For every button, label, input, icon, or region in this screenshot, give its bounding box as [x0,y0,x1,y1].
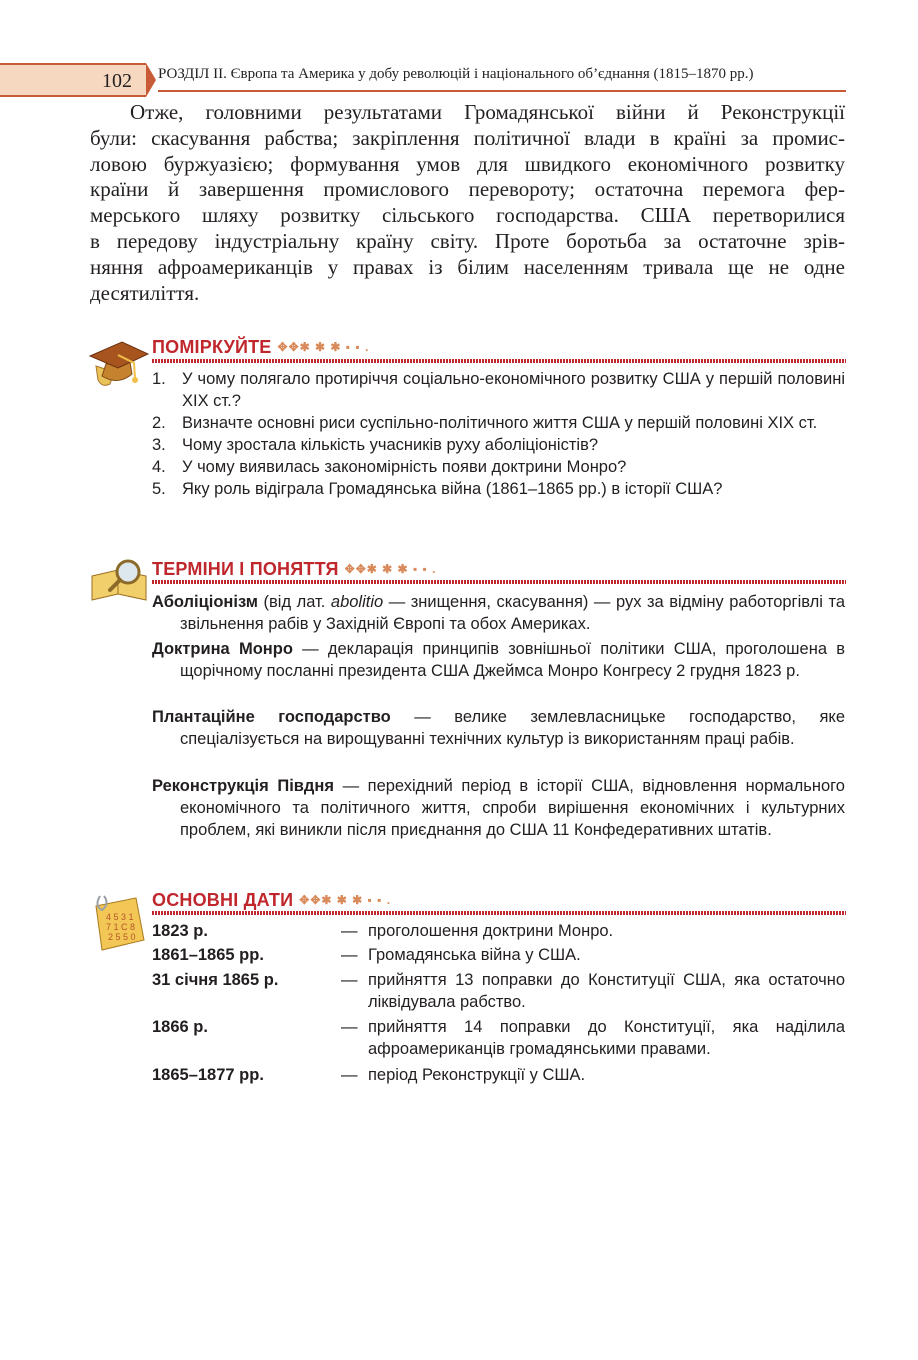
terms-title: ТЕРМІНИ І ПОНЯТТЯ [152,559,339,579]
intro-paragraph [90,100,845,306]
term-definition: — декларація принципів зовнішньої політики США, проголошена в щорічному посланні президента США Джеймса Монро Конгресу 2 грудня 1823 р. [180,640,845,680]
date-row [152,1016,845,1060]
question-text: Визначте основні риси суспільно-політичного життя США у першій половині XIX ст. [182,414,818,432]
question-number: 3. [152,436,166,454]
term-definition: — знищення, скасування) — рух за відміну работоргівлі та звільнення рабів у Західній Європі та обох Америках. [180,593,845,633]
question-number: 2. [152,414,166,432]
question-number: 5. [152,480,166,498]
list-item [152,478,845,500]
header-rule [158,90,846,92]
date-dash: — [341,1066,358,1084]
date-key: 1865–1877 рр. [152,1066,264,1084]
svg-text:2 5 5 0: 2 5 5 0 [108,932,136,942]
svg-text:4 5 3 1: 4 5 3 1 [106,912,134,922]
question-number: 4. [152,458,166,476]
ornament-icon: ✥✥✱ ✱ ✱ ▪ ▪ . [344,562,437,576]
intro-line: Отже, головними результатами Громадянської війни й Реконструкції [130,100,845,124]
running-header: РОЗДІЛ ІІ. Європа та Америка у добу революцій і національного об’єднання (1815–1870 рр.) [158,66,754,82]
intro-line: були: скасування рабства; закріплення політичної влади в країні за промис- [90,125,845,150]
dates-rule [152,911,846,915]
ornament-icon: ✥✥✱ ✱ ✱ ▪ ▪ . [299,893,392,907]
page-number: 102 [102,70,132,92]
date-row [152,920,845,942]
date-dash: — [341,1018,358,1036]
list-item [152,412,845,434]
question-text: У чому полягало протиріччя соціально-економічного розвитку США у першій половині XIX ст.? [182,370,845,410]
think-rule [152,359,846,363]
list-item [152,456,845,478]
date-key: 1861–1865 рр. [152,946,264,964]
date-dash: — [341,922,358,940]
date-row [152,1064,845,1086]
terms-heading [152,559,436,580]
term-entry [152,706,845,750]
magnifier-book-icon [88,556,150,606]
dates-title: ОСНОВНІ ДАТИ [152,890,294,910]
date-key: 31 січня 1865 р. [152,971,279,989]
term-definition: — велике землевласницьке господарство, яке спеціалізується на вирощуванні технічних культур із використанням праці рабів. [180,708,845,748]
svg-text:7 1 C 8: 7 1 C 8 [106,922,136,932]
intro-line: ловою буржуазією; формування умов для швидкого економічного розвитку [90,151,845,176]
date-dash: — [341,971,358,989]
term-name: Аболіціонізм [152,593,258,611]
graduation-cap-icon [88,336,150,392]
question-number: 1. [152,370,166,388]
think-heading [152,337,369,358]
date-description: прийняття 14 поправки до Конституції, яка наділила афроамериканців громадянськими правами. [368,1018,845,1058]
question-text: У чому виявилась закономірність появи доктрини Монро? [182,458,627,476]
question-text: Чому зростала кількість учасників руху аболіціоністів? [182,436,599,454]
term-definition: — перехідний період в історії США, відновлення нормального економічного та політичного життя, спроби вирішення економічних і культурних проблем, які виникли після приєднання до США 11 Конфедеративних штатів. [180,777,845,839]
numbers-note-icon [90,892,148,954]
questions-list [152,368,845,500]
term-entry [152,638,845,682]
term-entry [152,775,845,841]
date-row [152,944,845,966]
term-prefix: (від лат. [257,593,331,611]
date-row [152,969,845,1013]
think-title: ПОМІРКУЙТЕ [152,337,272,357]
date-description: період Реконструкції у США. [368,1066,586,1084]
intro-line: мерського шляху розвитку сільського господарства. США перетворилися [90,203,845,228]
question-text: Яку роль відіграла Громадянська війна (1861–1865 рр.) в історії США? [182,480,723,498]
date-key: 1866 р. [152,1018,208,1036]
term-entry [152,591,845,635]
terms-rule [152,580,846,584]
intro-line: в передову індустріальну країну світу. Проте боротьба за остаточне зрів- [90,228,845,253]
term-name: Плантаційне господарство [152,708,391,726]
term-name: Реконструкція Півдня [152,777,334,795]
intro-line: няння афроамериканців у правах із білим населенням тривала ще не одне [90,254,845,279]
list-item [152,368,845,412]
term-latin: abolitio [330,593,384,611]
intro-line: країни й завершення промислового перевороту; остаточна перемога фер- [90,177,845,202]
dates-heading [152,890,391,911]
list-item [152,434,845,456]
date-dash: — [341,946,358,964]
term-name: Доктрина Монро [152,640,293,658]
date-description: прийняття 13 поправки до Конституції США, яка остаточно ліквідувала рабство. [368,971,845,1011]
date-description: проголошення доктрини Монро. [368,922,614,940]
date-description: Громадянська війна у США. [368,946,581,964]
intro-line: десятиліття. [90,280,200,305]
date-key: 1823 р. [152,922,208,940]
ornament-icon: ✥✥✱ ✱ ✱ ▪ ▪ . [277,340,370,354]
